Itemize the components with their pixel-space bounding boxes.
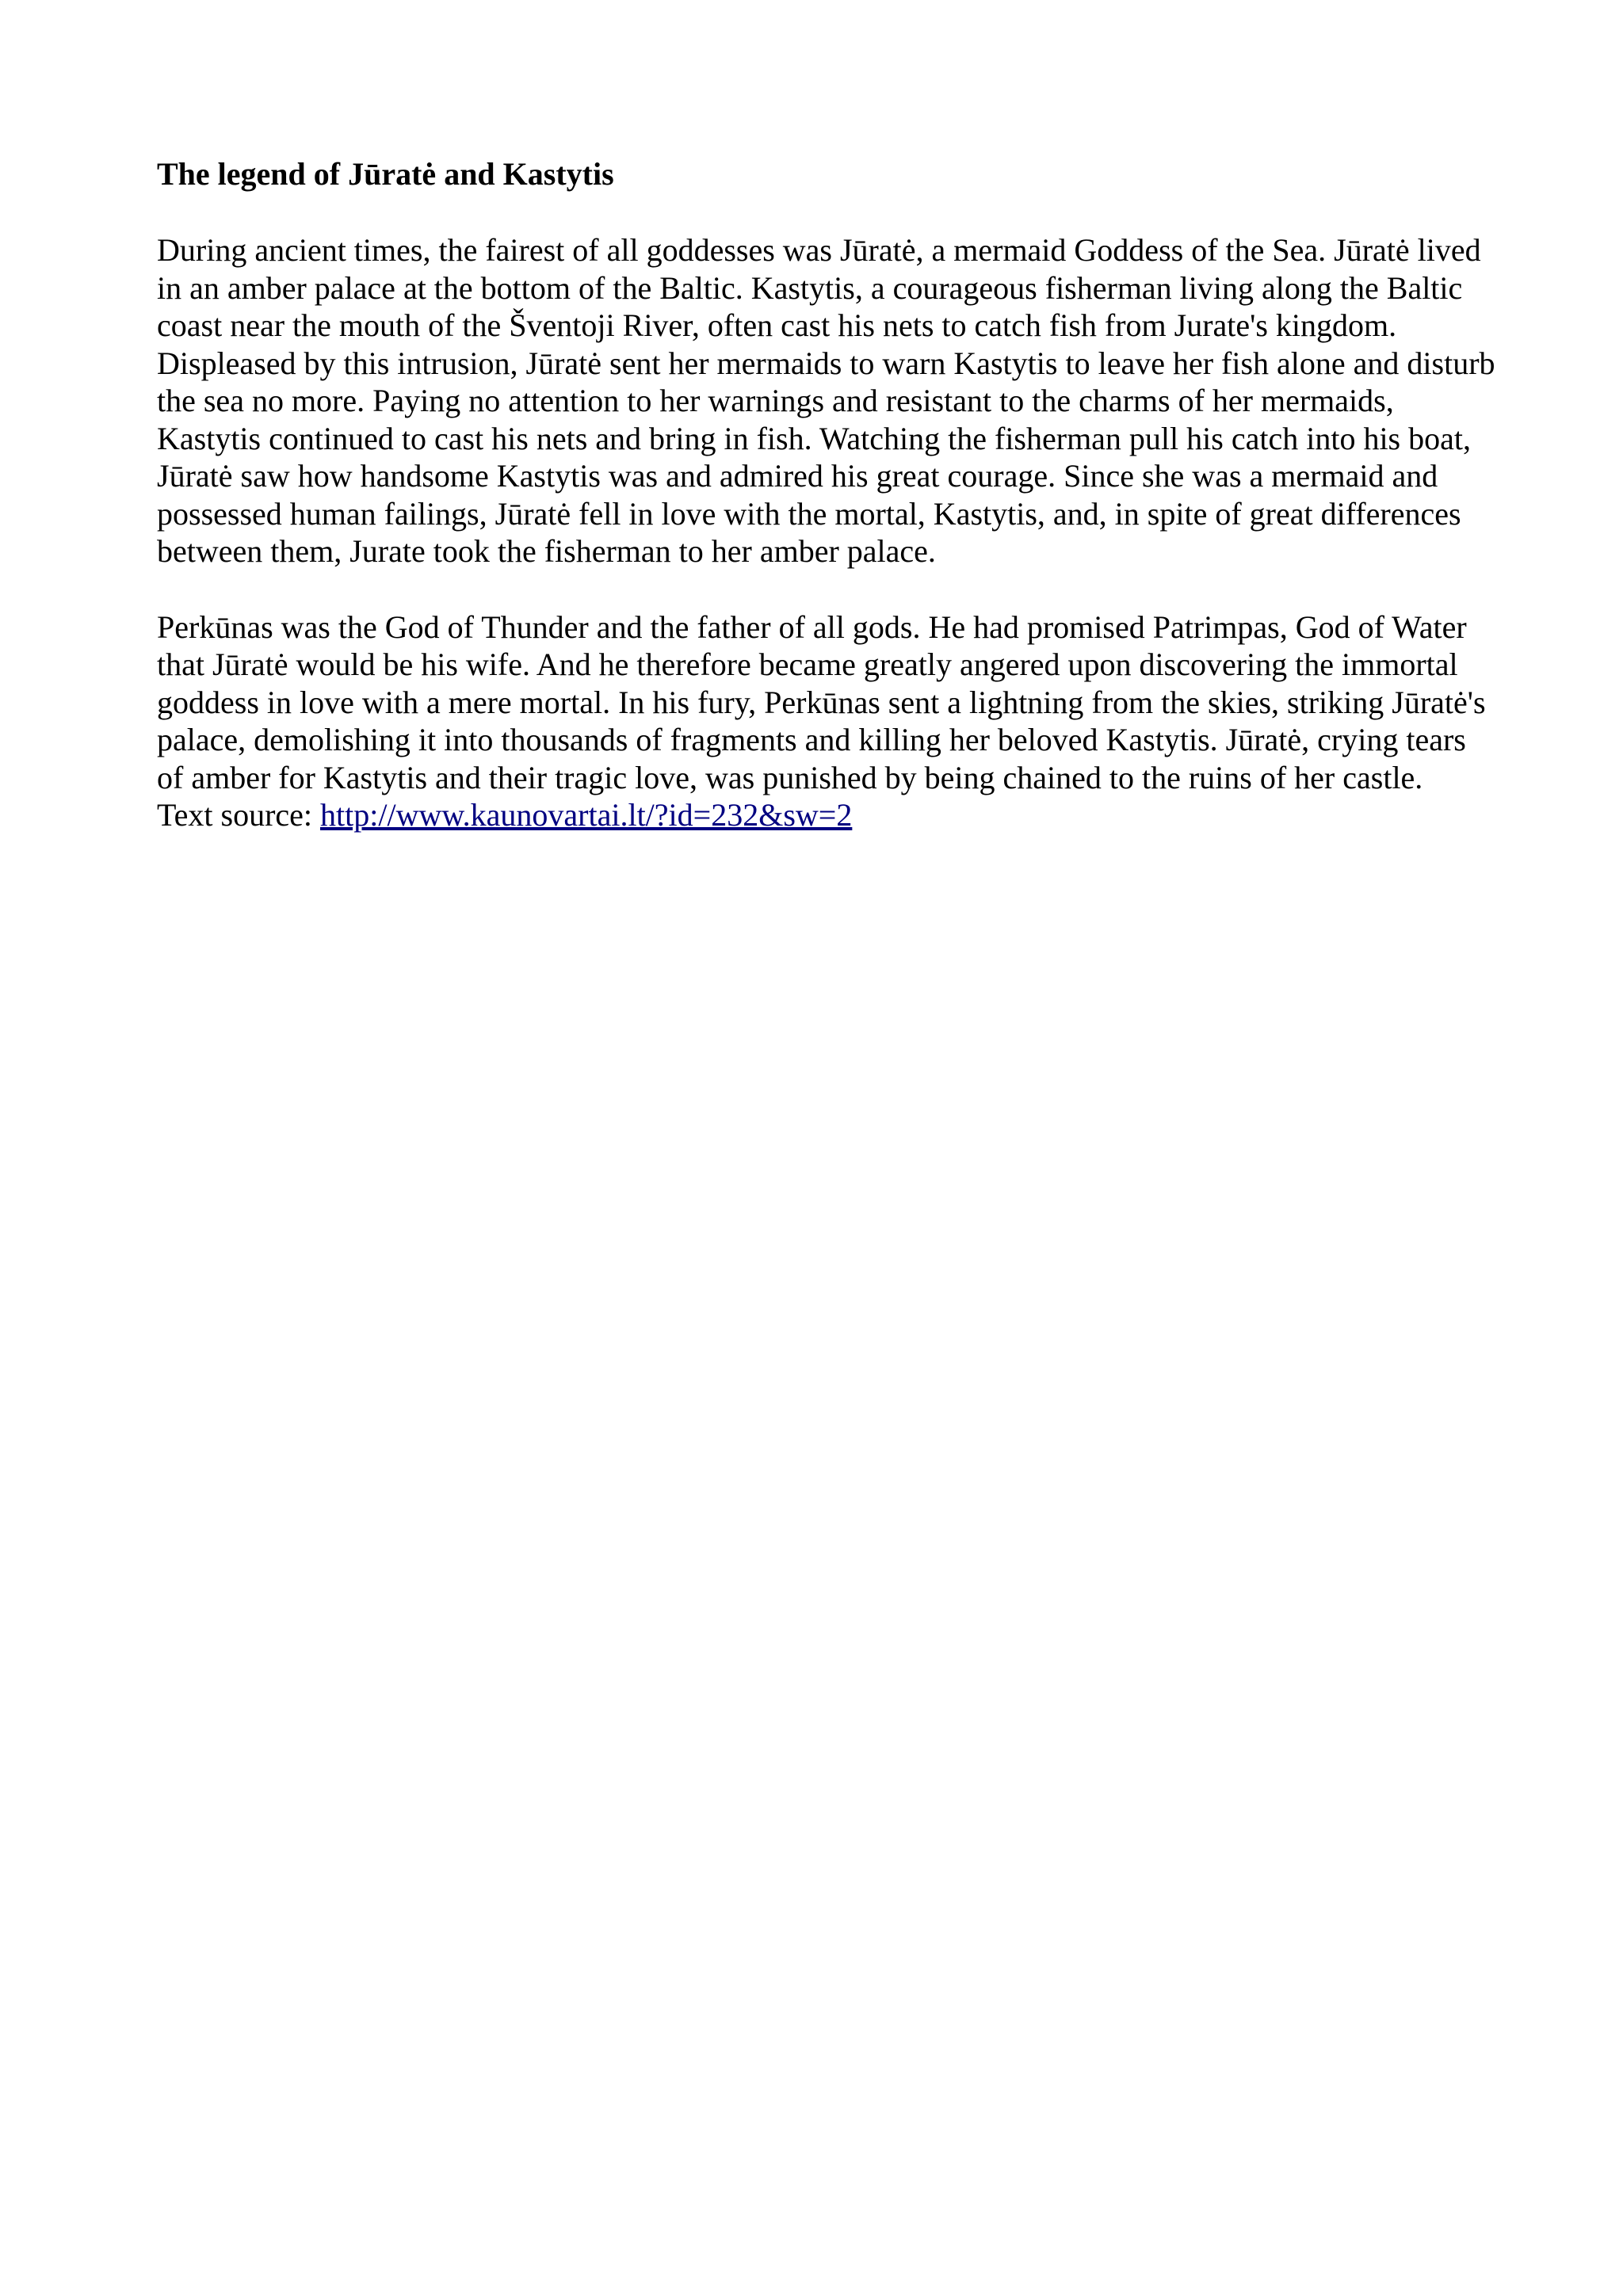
paragraph-jurate-and-kastytis: During ancient times, the fairest of all goddesses was Jūratė, a mermaid Goddess of the Sea. Jūratė lived in an amber palace at the bottom of the Baltic. Kastytis, a courageous fisherman living along the Baltic coast near the mouth of the Šventoji River, often cast his nets to catch fish from Jurate's kingdom. Displeased by this intrusion, Jūratė sent her mermaids to warn Kastytis to leave her fish alone and disturb the sea no more. Paying no attention to her warnings and resistant to the charms of her mermaids, Kastytis continued to cast his nets and bring in fish. Watching the fisherman pull his catch into his boat, Jūratė saw how handsome Kastytis was and admired his great courage. Since she was a mermaid and possessed human failings, Jūratė fell in love with the mortal, Kastytis, and, in spite of great differences between them, Jurate took the fisherman to her amber palace. (157, 232, 1495, 569)
document-title: The legend of Jūratė and Kastytis (157, 156, 614, 192)
text-source-link[interactable]: http://www.kaunovartai.lt/?id=232&sw=2 (320, 797, 853, 833)
paragraph-perkunas: Perkūnas was the God of Thunder and the father of all gods. He had promised Patrimpas, God of Water that Jūratė would be his wife. And he therefore became greatly angered upon discovering the immortal goddess in love with a mere mortal. In his fury, Perkūnas sent a lightning from the skies, striking Jūratė's palace, demolishing it into thousands of fragments and killing her beloved Kastytis. Jūratė, crying tears of amber for Kastytis and their tragic love, was punished by being chained to the ruins of her castle. (157, 608, 1486, 795)
text-source-line (157, 796, 1496, 834)
document-page (157, 155, 1496, 834)
text-source-label: Text source: (157, 797, 321, 833)
